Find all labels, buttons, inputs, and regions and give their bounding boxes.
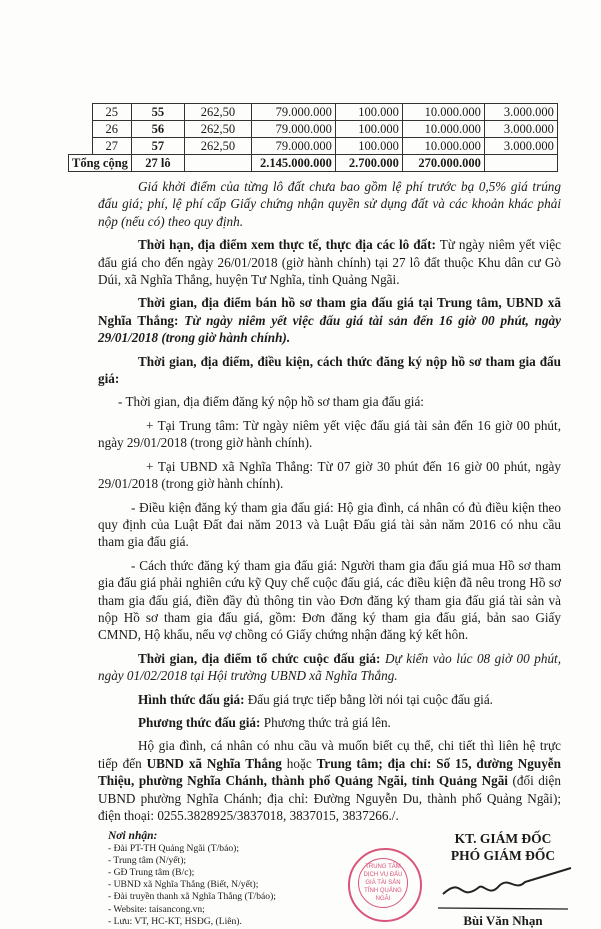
registration-ubnd: + Tại UBND xã Nghĩa Thắng: Từ 07 giờ 30 phút đến 16 giờ 00 phút, ngày 29/01/2018 (trong giờ hành chính). (98, 458, 561, 492)
text: Phương thức trả giá lên. (260, 714, 391, 730)
table-cell: 55 (131, 104, 184, 121)
table-cell: 262,50 (184, 121, 251, 138)
table-indent (69, 121, 93, 138)
registration-time: - Thời gian, địa điểm đăng ký nộp hồ sơ tham gia đấu giá: (118, 394, 424, 410)
table-cell: 79.000.000 (251, 121, 335, 138)
heading: Thời gian, địa điểm tổ chức cuộc đấu giá: (138, 650, 381, 666)
contact-paragraph (98, 737, 561, 824)
signer-title-2: PHÓ GIÁM ĐỐC (450, 848, 556, 864)
heading: Thời gian, địa điểm bán hồ sơ tham gia đấu giá tại Trung tâm, UBND xã Nghĩa Thắng: (98, 295, 561, 328)
recipient-item: - Trung tâm (N/yết); (108, 854, 187, 866)
recipients (108, 830, 338, 929)
table-cell: 26 (92, 121, 131, 138)
total-empty (484, 155, 557, 172)
signature-area (348, 830, 578, 929)
auction-form-paragraph (98, 691, 561, 708)
text: (đối diện UBND phường Nghĩa Chánh; địa chỉ: Đường Nguyễn Du, thành phố Quảng Ngãi); điện thoại: 0255.3828925/3837018, 3837015, 3837266./. (98, 773, 561, 823)
total-fee: 2.700.000 (335, 155, 402, 172)
heading: Thời hạn, địa điểm xem thực tế, thực địa các lô đất: (138, 237, 436, 253)
lot-table (68, 103, 558, 172)
table-cell: 10.000.000 (402, 121, 484, 138)
total-label: Tổng cộng (69, 155, 132, 172)
viewing-paragraph (98, 236, 561, 288)
recipient-item: - UBND xã Nghĩa Thắng (Biết, N/yết); (108, 879, 259, 891)
recipient-item: - Đài PT-TH Quảng Ngãi (T/báo); (108, 842, 239, 854)
text: Dự kiến vào lúc 08 giờ 00 phút, ngày 01/02/2018 tại Hội trường UBND xã Nghĩa Thắng. (98, 650, 561, 684)
heading: Thời gian, địa điểm, điều kiện, cách thức đăng ký nộp hồ sơ tham gia đấu giá: (98, 353, 561, 387)
signer-name: Bùi Văn Nhạn (463, 913, 543, 929)
text: hoặc (281, 755, 317, 771)
auction-method-paragraph (98, 714, 561, 731)
table-cell: 262,50 (184, 138, 251, 155)
total-row (69, 155, 558, 172)
text: Hộ gia đình, cá nhân có nhu cầu và muốn biết cụ thể, chi tiết thì liên hệ trực tiếp đến (98, 738, 561, 771)
red-seal-stamp (348, 848, 422, 922)
stamp-text: TRUNG TÂM DỊCH VỤ ĐẤU GIÁ TÀI SẢN TỈNH QUẢNG NGÃI (358, 858, 408, 908)
table-cell: 56 (131, 121, 184, 138)
table-cell: 57 (131, 138, 184, 155)
table-indent (69, 138, 93, 155)
recipient-list (108, 843, 338, 928)
table-cell: 79.000.000 (251, 104, 335, 121)
table-cell: 3.000.000 (484, 104, 557, 121)
recipient-item: - Lưu: VT, HC-KT, HSĐG, (Liên). (108, 915, 242, 927)
table-cell: 3.000.000 (484, 138, 557, 155)
registration-heading (98, 353, 561, 388)
table-indent (69, 104, 93, 121)
table-cell: 25 (92, 104, 131, 121)
registration-center: + Tại Trung tâm: Từ ngày niêm yết việc đấu giá tài sản đến 16 giờ 00 phút, ngày 29/01/2018 (trong giờ hành chính). (98, 417, 561, 451)
sale-paragraph (98, 294, 561, 346)
table-row (69, 104, 558, 121)
text: Trung tâm; địa chỉ: Số 15, đường Nguyễn Thiệu, phường Nghĩa Chánh, thành phố Quảng Ngãi, tỉnh Quảng Ngãi (98, 755, 561, 789)
text: Đấu giá trực tiếp bằng lời nói tại cuộc đấu giá. (244, 691, 493, 707)
signature-block (428, 830, 578, 929)
text: Từ ngày niêm yết việc đấu giá cho đến ngày 26/01/2018 (giờ hành chính) tại 27 lô đất thuộc Khu dân cư Gò Dúi, xã Nghĩa Thắng, huyện Tư Nghĩa, tỉnh Quảng Ngãi. (98, 237, 561, 288)
recipient-item: - GĐ Trung tâm (B/c); (108, 867, 195, 879)
table-cell: 79.000.000 (251, 138, 335, 155)
total-area (184, 155, 251, 172)
table-cell: 100.000 (335, 138, 402, 155)
document-footer (108, 830, 578, 929)
table-cell: 3.000.000 (484, 121, 557, 138)
method-paragraph: - Cách thức đăng ký tham gia đấu giá: Người tham gia đấu giá mua Hồ sơ tham gia đấu giá phải nghiên cứu kỹ Quy chế cuộc đấu giá, các điều kiện đã nêu trong Hồ sơ tham gia đấu giá, điền đầy đủ thông tin vào Đơn đăng ký tham gia đấu giá tài sản và nộp Hồ sơ tham gia đấu giá, gồm: Đơn đăng ký tham gia đấu giá, bản sao Giấy CMND, Hộ khẩu, nếu vợ chồng có Giấy chứng nhận đăng ký kết hôn. (98, 557, 561, 643)
recipient-item: - Đài truyền thanh xã Nghĩa Thắng (T/báo); (108, 891, 276, 903)
handwritten-signature (433, 864, 573, 912)
auction-time-paragraph (98, 650, 561, 685)
table-cell: 10.000.000 (402, 138, 484, 155)
note-paragraph: Giá khởi điểm của từng lô đất chưa bao gồm lệ phí trước bạ 0,5% giá trúng đấu giá; phí, lệ phí cấp Giấy chứng nhận quyền sử dụng đất và các khoản khác phải nộp (nếu có) theo quy định. (98, 179, 561, 229)
table-cell: 100.000 (335, 104, 402, 121)
signer-title-1: KT. GIÁM ĐỐC (454, 831, 552, 847)
table-cell: 262,50 (184, 104, 251, 121)
recipient-item: - Website: taisancong.vn; (108, 903, 205, 915)
table-cell: 27 (92, 138, 131, 155)
table-row (69, 138, 558, 155)
conditions-paragraph: - Điều kiện đăng ký tham gia đấu giá: Hộ gia đình, cá nhân có đủ điều kiện theo quy định của Luật Đất đai năm 2013 và Luật Đấu giá tài sản năm 2016 có nhu cầu tham gia đấu giá. (98, 499, 561, 550)
total-price: 2.145.000.000 (251, 155, 335, 172)
heading: Hình thức đấu giá: (138, 691, 245, 707)
total-deposit: 270.000.000 (402, 155, 484, 172)
total-lots: 27 lô (131, 155, 184, 172)
heading: Phương thức đấu giá: (138, 714, 261, 730)
document-body (98, 178, 561, 824)
table-cell: 10.000.000 (402, 104, 484, 121)
table-row (69, 121, 558, 138)
table-cell: 100.000 (335, 121, 402, 138)
text: Từ ngày niêm yết việc đấu giá tài sản đến 16 giờ 00 phút, ngày 29/01/2018 (trong giờ hành chính). (98, 312, 561, 346)
recipients-title: Nơi nhận: (108, 830, 158, 843)
text: UBND xã Nghĩa Thắng (146, 755, 282, 771)
